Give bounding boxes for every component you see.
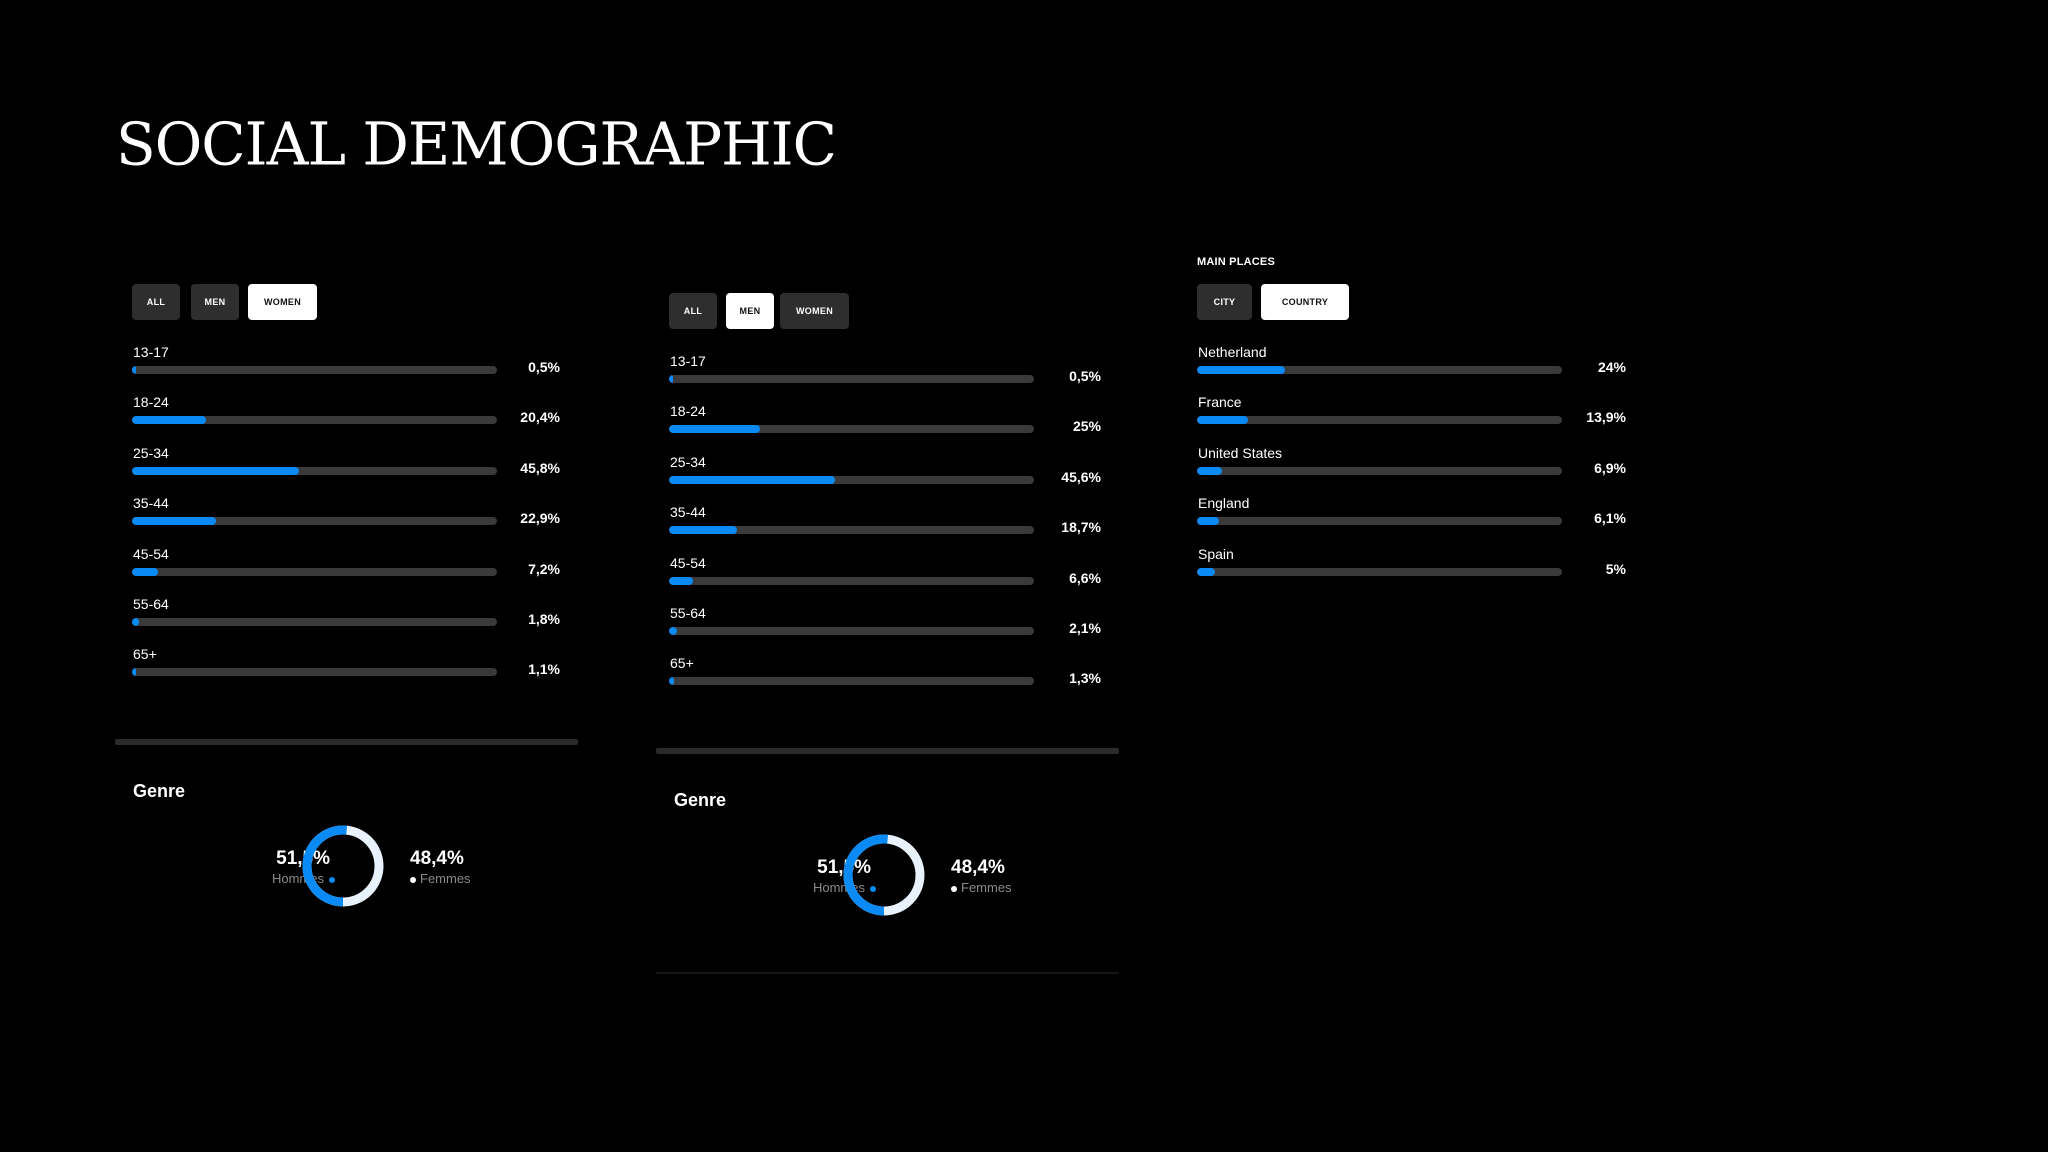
bar-track bbox=[1197, 568, 1562, 576]
bar-row bbox=[669, 504, 1101, 554]
bar-row bbox=[669, 454, 1101, 504]
bar-label: United States bbox=[1198, 444, 1283, 461]
bar-track bbox=[132, 517, 497, 525]
section-divider bbox=[115, 739, 578, 745]
bar-value: 20,4% bbox=[520, 409, 560, 426]
bar-label: 35-44 bbox=[133, 495, 169, 512]
bar-track bbox=[669, 425, 1034, 433]
bar-row bbox=[132, 445, 560, 495]
bar-value: 2,1% bbox=[1069, 619, 1101, 636]
filter-tabs bbox=[132, 284, 560, 320]
bar-fill bbox=[669, 476, 835, 484]
bar-value: 5% bbox=[1605, 560, 1626, 577]
bar-label: 18-24 bbox=[133, 394, 169, 411]
bar-track bbox=[132, 467, 497, 475]
bar-track bbox=[669, 627, 1034, 635]
bar-value: 0,5% bbox=[1069, 368, 1101, 384]
bar-value: 6,1% bbox=[1594, 510, 1626, 527]
bar-label: 45-54 bbox=[670, 554, 706, 571]
country-bars bbox=[1197, 344, 1626, 596]
bar-track bbox=[1197, 366, 1562, 374]
male-percent: 51,5% bbox=[817, 857, 871, 878]
bar-fill bbox=[132, 668, 136, 676]
bar-value: 1,8% bbox=[528, 610, 560, 627]
bar-fill bbox=[132, 366, 136, 374]
bar-fill bbox=[1197, 517, 1219, 525]
bar-value: 45,6% bbox=[1061, 468, 1101, 485]
bar-fill bbox=[669, 627, 677, 635]
bar-label: France bbox=[1198, 394, 1242, 411]
bar-track bbox=[669, 375, 1034, 383]
bar-fill bbox=[132, 618, 139, 626]
bar-fill bbox=[669, 677, 674, 685]
female-percent: 48,4% bbox=[951, 857, 1005, 878]
bar-value: 22,9% bbox=[520, 510, 560, 527]
genre-donut-chart bbox=[841, 832, 927, 918]
bar-fill bbox=[1197, 568, 1215, 576]
bar-value: 7,2% bbox=[528, 560, 560, 577]
bar-label: 65+ bbox=[133, 646, 157, 663]
genre-title: Genre bbox=[674, 790, 727, 810]
bar-label: 55-64 bbox=[670, 604, 706, 621]
tab-country[interactable]: COUNTRY bbox=[1261, 284, 1349, 320]
bar-value: 6,9% bbox=[1594, 459, 1626, 476]
bar-fill bbox=[1197, 416, 1248, 424]
age-bars bbox=[132, 344, 560, 697]
bar-fill bbox=[669, 425, 760, 433]
section-divider bbox=[656, 972, 1119, 974]
page-title: SOCIAL DEMOGRAPHIC bbox=[116, 109, 836, 179]
female-legend bbox=[410, 871, 471, 887]
tab-men[interactable]: MEN bbox=[726, 293, 774, 329]
bar-value: 0,5% bbox=[528, 359, 560, 375]
bar-value: 1,1% bbox=[528, 661, 560, 678]
places-panel bbox=[1197, 284, 1626, 596]
bar-fill bbox=[1197, 467, 1222, 475]
tab-all[interactable]: ALL bbox=[132, 284, 180, 320]
bar-label: 45-54 bbox=[133, 545, 169, 562]
bar-label: Spain bbox=[1198, 545, 1234, 562]
bar-value: 13,9% bbox=[1586, 409, 1626, 426]
age-panel-women bbox=[132, 284, 560, 697]
bar-track bbox=[1197, 467, 1562, 475]
bar-track bbox=[669, 476, 1034, 484]
bar-row bbox=[132, 546, 560, 596]
bar-track bbox=[132, 366, 497, 374]
filter-tabs bbox=[669, 293, 1101, 329]
age-panel-men bbox=[669, 293, 1101, 706]
bar-row bbox=[1197, 394, 1626, 444]
bar-fill bbox=[669, 375, 673, 383]
female-label: Femmes bbox=[420, 871, 471, 886]
bar-label: 55-64 bbox=[133, 595, 169, 612]
bar-row bbox=[669, 555, 1101, 605]
bar-value: 25% bbox=[1072, 418, 1101, 435]
female-label: Femmes bbox=[961, 880, 1012, 895]
bar-label: 25-34 bbox=[670, 453, 706, 470]
bar-fill bbox=[132, 416, 206, 424]
bar-row bbox=[132, 495, 560, 545]
bar-row bbox=[669, 403, 1101, 453]
bar-track bbox=[132, 416, 497, 424]
bar-label: 25-34 bbox=[133, 444, 169, 461]
bar-fill bbox=[132, 467, 299, 475]
bar-value: 1,3% bbox=[1069, 670, 1101, 687]
bar-track bbox=[1197, 517, 1562, 525]
tab-city[interactable]: CITY bbox=[1197, 284, 1252, 320]
age-bars bbox=[669, 353, 1101, 706]
bar-fill bbox=[1197, 366, 1285, 374]
bar-row bbox=[1197, 344, 1626, 394]
bar-fill bbox=[669, 526, 737, 534]
bar-row bbox=[132, 596, 560, 646]
bar-track bbox=[132, 668, 497, 676]
female-percent: 48,4% bbox=[410, 848, 464, 869]
bar-track bbox=[1197, 416, 1562, 424]
bar-track bbox=[132, 568, 497, 576]
bar-label: 13-17 bbox=[670, 353, 706, 369]
bar-row bbox=[669, 353, 1101, 403]
bar-fill bbox=[132, 517, 216, 525]
genre-donut-group bbox=[200, 848, 560, 938]
section-label: MAIN PLACES bbox=[1197, 256, 1275, 268]
genre-donut-group bbox=[741, 857, 1101, 947]
male-label: Hommes bbox=[812, 880, 865, 895]
bar-fill bbox=[669, 577, 693, 585]
bar-value: 24% bbox=[1597, 359, 1626, 375]
bar-row bbox=[132, 394, 560, 444]
female-legend bbox=[951, 880, 1012, 896]
bar-fill bbox=[132, 568, 158, 576]
bar-track bbox=[132, 618, 497, 626]
bar-label: 18-24 bbox=[670, 403, 706, 420]
bar-row bbox=[132, 344, 560, 394]
bar-row bbox=[132, 646, 560, 696]
genre-title: Genre bbox=[133, 781, 186, 801]
bar-value: 45,8% bbox=[520, 459, 560, 476]
bar-label: 65+ bbox=[670, 655, 694, 672]
female-dot-icon bbox=[410, 877, 416, 883]
section-divider bbox=[656, 748, 1119, 754]
tab-women[interactable]: WOMEN bbox=[780, 293, 849, 329]
bar-track bbox=[669, 526, 1034, 534]
bar-value: 6,6% bbox=[1069, 569, 1101, 586]
bar-label: 13-17 bbox=[133, 344, 169, 360]
bar-label: England bbox=[1198, 495, 1250, 512]
bar-value: 18,7% bbox=[1061, 519, 1101, 536]
bar-row bbox=[669, 655, 1101, 705]
bar-row bbox=[1197, 445, 1626, 495]
bar-label: 35-44 bbox=[670, 504, 706, 521]
genre-donut-chart bbox=[300, 823, 386, 909]
tab-women[interactable]: WOMEN bbox=[248, 284, 317, 320]
bar-track bbox=[669, 677, 1034, 685]
bar-row bbox=[669, 605, 1101, 655]
bar-row bbox=[1197, 495, 1626, 545]
filter-tabs bbox=[1197, 284, 1626, 320]
male-percent: 51,5% bbox=[276, 848, 330, 869]
male-label: Hommes bbox=[271, 871, 324, 886]
female-dot-icon bbox=[951, 886, 957, 892]
bar-row bbox=[1197, 546, 1626, 596]
tab-men[interactable]: MEN bbox=[191, 284, 239, 320]
tab-all[interactable]: ALL bbox=[669, 293, 717, 329]
bar-label: Netherland bbox=[1198, 344, 1267, 360]
bar-track bbox=[669, 577, 1034, 585]
